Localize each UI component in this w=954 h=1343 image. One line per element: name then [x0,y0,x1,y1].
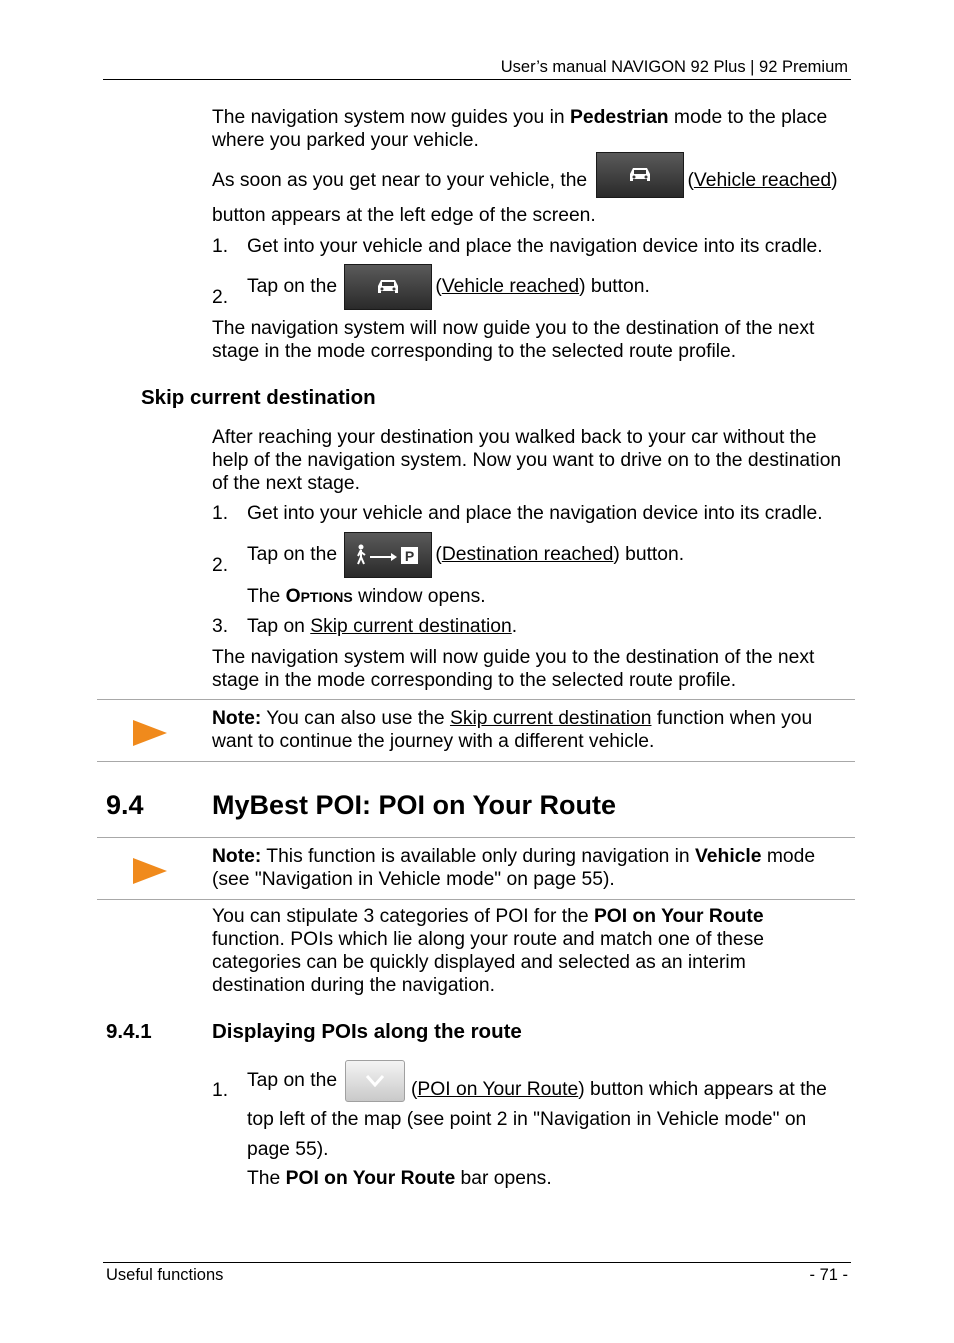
paragraph-vehicle-reached: As soon as you get near to your vehicle, the (Vehicle reached) button appears at the left edge of the screen. [212,158,852,227]
subsection-title: Displaying POIs along the route [212,1020,522,1043]
list-item-tap-poi: Tap on the [247,1060,852,1102]
vehicle-reached-icon [628,166,652,184]
note-arrow-icon [133,720,167,746]
section-title: MyBest POI: POI on Your Route [212,790,617,820]
skip-destination-link[interactable]: Skip current destination [449,708,652,729]
vehicle-reached-link[interactable]: Vehicle reached [441,276,580,298]
list-number: 3. [212,616,229,637]
note-rule-bottom [97,899,855,900]
page-number: - 71 - [809,1266,848,1284]
list-item-text: Get into your vehicle and place the navigation device into its cradle. [247,236,823,257]
poi-route-instruction: (POI on Your Route) button which appears at the top left of the map (see point 2 in "Navigation in Vehicle mode" on page 55). [247,1079,827,1160]
subsection-number: 9.4.1 [106,1020,152,1043]
vehicle-reached-button[interactable] [344,264,432,310]
list-number: 2. [212,555,229,576]
paragraph-next-stage: The navigation system will now guide you to the destination of the next stage in the mode corresponding to the selected route profile. [212,318,815,362]
list-number: 1. [212,236,229,257]
list-number: 2. [212,287,229,308]
list-number: 1. [212,503,229,524]
note-rule-top [97,837,855,838]
paragraph-pedestrian: The navigation system now guides you in Pedestrian mode to the place where you parked your vehicle. [212,107,828,151]
list-item-tap-destination: Tap on the P (Destination reached) button. [247,532,847,578]
skip-destination-link[interactable]: Skip current destination [310,616,512,637]
page-header: User’s manual NAVIGON 92 Plus | 92 Premium [500,58,848,76]
svg-text:P: P [405,548,415,564]
vehicle-reached-link[interactable]: Vehicle reached [693,170,832,192]
subheading-skip-destination: Skip current destination [141,386,376,409]
footer-chapter: Useful functions [106,1266,224,1284]
vehicle-reached-icon [376,278,400,296]
options-window-note: The Options window opens. [247,586,486,607]
pedestrian-to-parking-icon [355,544,421,566]
header-rule [103,79,851,80]
paragraph-skip-intro: After reaching your destination you walked back to your car without the help of the navigation system. Now you want to drive on to the destination of the next stage. [212,427,842,494]
section-number: 9.4 [106,790,144,820]
destination-reached-button[interactable] [344,532,432,578]
list-number: 1. [212,1080,229,1101]
list-item-skip: Tap on Skip current destination. [247,616,518,637]
footer-rule [103,1262,851,1263]
note-rule-top [97,699,855,700]
note-rule-bottom [97,761,855,762]
paragraph-poi-categories: You can stipulate 3 categories of POI for the POI on Your Route function. POIs which lie along your route and match one of these categories can be quickly displayed and selected as an interim destination during the navigation. [212,906,764,996]
poi-on-your-route-link[interactable]: POI on Your Route [417,1079,579,1100]
destination-reached-link[interactable]: Destination reached [441,544,614,566]
vehicle-reached-button[interactable] [596,152,684,198]
poi-bar-opens-note: The POI on Your Route bar opens. [247,1168,552,1189]
list-item-text: Get into your vehicle and place the navigation device into its cradle. [247,503,823,524]
paragraph-skip-outro: The navigation system will now guide you to the destination of the next stage in the mode corresponding to the selected route profile. [212,647,815,691]
note-vehicle-mode: Note: This function is available only during navigation in Vehicle mode (see "Navigation in Vehicle mode" on page 55). [212,846,816,890]
note-continue-journey: Note: You can also use the Skip current destination function when you want to continue the journey with a different vehicle. [212,708,813,752]
list-item-tap-vehicle: Tap on the (Vehicle reached) button. [247,264,847,310]
note-arrow-icon [133,858,167,884]
